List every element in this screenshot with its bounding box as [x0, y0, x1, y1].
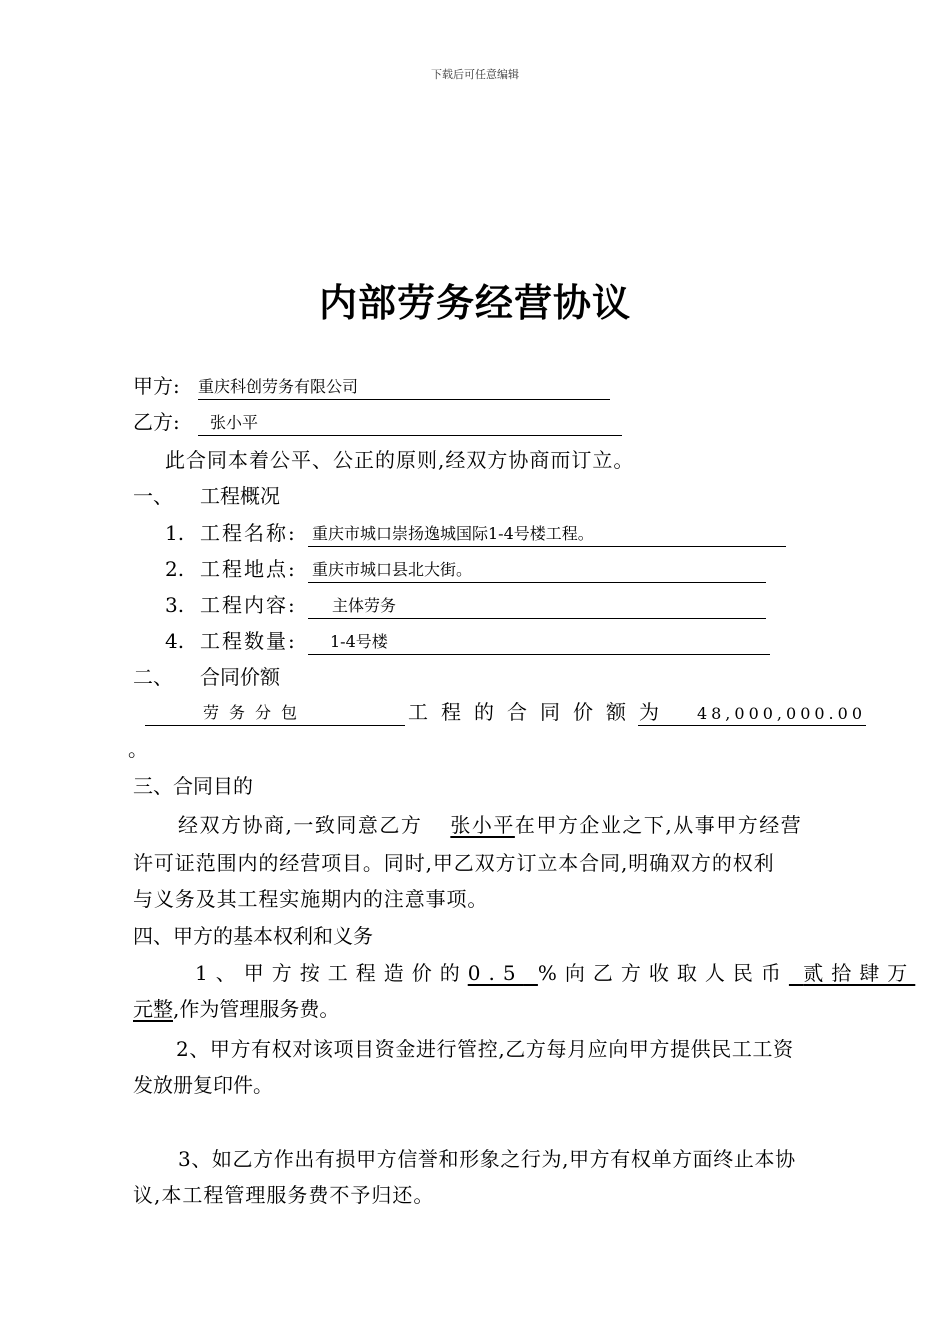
section2-heading: 合同价额 — [200, 665, 280, 689]
section3-heading: 三、合同目的 — [133, 774, 253, 798]
party-a-value: 重庆科创劳务有限公司 — [198, 377, 359, 396]
section4-item3-line2: 议,本工程管理服务费不予归还。 — [133, 1183, 435, 1207]
document-title: 内部劳务经营协议 — [318, 281, 631, 325]
party-b-field — [198, 409, 622, 436]
section1-number: 一、 — [133, 484, 173, 508]
party-b-label: 乙方: — [133, 410, 180, 434]
party-b-value: 张小平 — [210, 413, 259, 432]
item1-text-c: ,作为管理服务费。 — [173, 997, 340, 1021]
section4-item3-line1: 3、如乙方作出有损甲方信誉和形象之行为,甲方有权单方面终止本协 — [178, 1147, 796, 1171]
party-a-field — [198, 373, 610, 400]
section3-rest: 在甲方企业之下,从事甲方经营 — [514, 813, 803, 837]
item4-value: 1-4号楼 — [330, 632, 388, 651]
section4-item1-line1 — [195, 960, 915, 986]
item1-text-b: %向乙方收取人民币 — [537, 961, 789, 985]
item4-field — [308, 628, 770, 655]
item2-label: 工程地点: — [200, 557, 297, 581]
management-rate: 0.5 — [467, 961, 524, 985]
section3-start: 经双方协商,一致同意乙方 — [178, 813, 423, 837]
section4-item2-line2: 发放册复印件。 — [133, 1073, 273, 1097]
section3-line3: 与义务及其工程实施期内的注意事项。 — [133, 887, 489, 911]
section3-name: 张小平 — [450, 813, 515, 837]
section2-number: 二、 — [133, 665, 173, 689]
amount-value: 48,000,000.00 — [696, 704, 866, 723]
section4-item1-line2 — [133, 996, 339, 1022]
contract-price-text: 工程的合同价额为 — [408, 700, 672, 724]
management-fee-amount: 贰拾肆万 — [803, 961, 916, 985]
item4-label: 工程数量: — [200, 629, 297, 653]
item3-number: 3. — [165, 593, 185, 617]
section1-heading: 工程概况 — [200, 484, 280, 508]
item4-number: 4. — [165, 629, 185, 653]
item1-field — [308, 520, 786, 547]
header-note: 下载后可任意编辑 — [431, 68, 519, 81]
item3-field — [308, 592, 766, 619]
section3-line1 — [178, 812, 802, 838]
item1-value: 重庆市城口崇扬逸城国际1-4号楼工程。 — [312, 524, 594, 543]
intro-paragraph: 此合同本着公平、公正的原则,经双方协商而订立。 — [165, 448, 635, 472]
section2-end-mark: 。 — [128, 737, 148, 761]
party-a-label: 甲方: — [133, 374, 180, 398]
item3-value: 主体劳务 — [332, 596, 397, 615]
item2-field — [308, 556, 766, 583]
subcontract-value: 劳务分包 — [203, 703, 308, 722]
section4-item2-line1: 2、甲方有权对该项目资金进行管控,乙方每月应向甲方提供民工工资 — [176, 1037, 794, 1061]
management-fee-amount-end: 元整 — [133, 997, 173, 1021]
item1-number: 1. — [165, 521, 185, 545]
item2-value: 重庆市城口县北大街。 — [312, 560, 473, 579]
section4-heading: 四、甲方的基本权利和义务 — [133, 924, 373, 948]
item1-label: 工程名称: — [200, 521, 297, 545]
item3-label: 工程内容: — [200, 593, 297, 617]
item2-number: 2. — [165, 557, 185, 581]
item1-text-a: 1、甲方按工程造价的 — [195, 961, 468, 985]
subcontract-field — [145, 699, 405, 726]
section3-line2: 许可证范围内的经营项目。同时,甲乙双方订立本合同,明确双方的权利 — [133, 851, 775, 875]
amount-field — [638, 699, 866, 726]
